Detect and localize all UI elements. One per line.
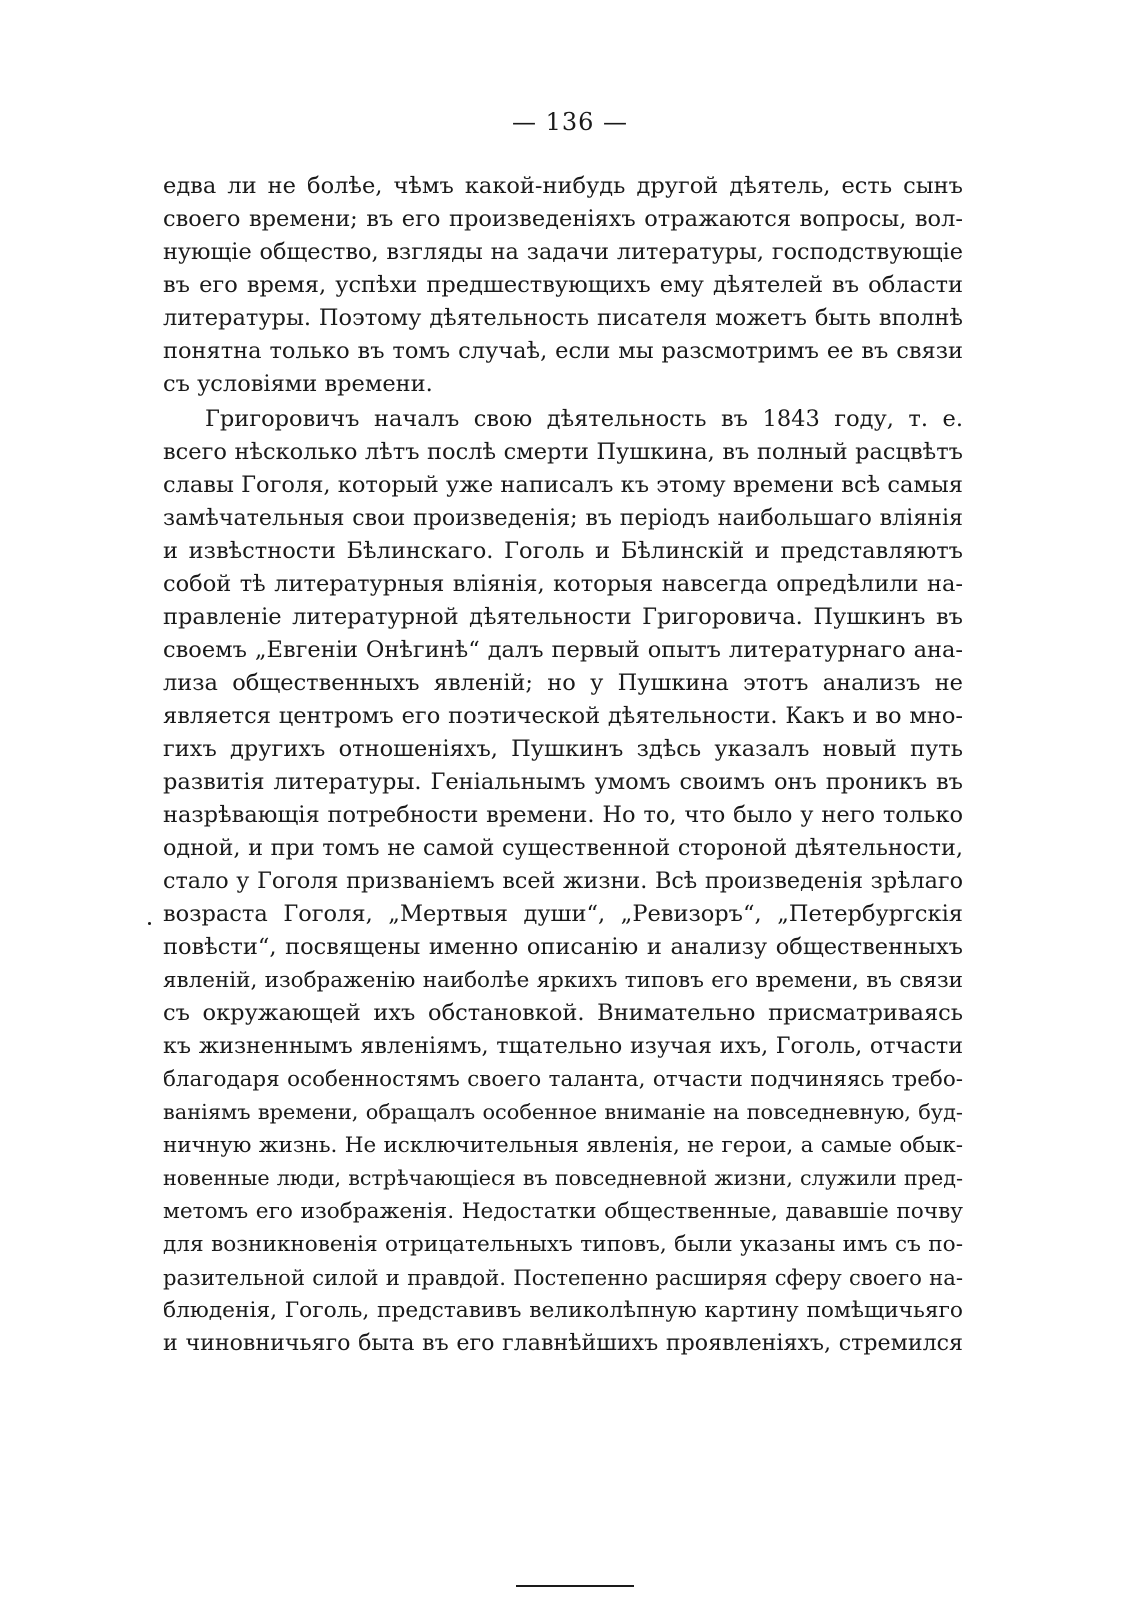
- text-line: метомъ его изображенія. Недостатки общественные, дававшіе почву: [163, 1199, 963, 1224]
- text-line: лиза общественныхъ явленій; но у Пушкина этотъ анализъ не: [163, 670, 963, 696]
- text-line: собой тѣ литературныя вліянія, которыя навсегда опредѣлили на-: [163, 571, 963, 597]
- text-line: блюденія, Гоголь, представивъ великолѣпную картину помѣщичьяго: [163, 1298, 963, 1323]
- text-line: замѣчательныя свои произведенія; въ періодъ наибольшаго вліянія: [163, 505, 963, 531]
- text-line: правленіе литературной дѣятельности Григоровича. Пушкинъ въ: [163, 604, 963, 630]
- text-line: благодаря особенностямъ своего таланта, отчасти подчиняясь требо-: [163, 1067, 963, 1092]
- margin-mark: [148, 922, 151, 925]
- text-line: ничную жизнь. Не исключительныя явленія, не герои, а самые обык-: [163, 1133, 963, 1158]
- text-line: къ жизненнымъ явленіямъ, тщательно изучая ихъ, Гоголь, отчасти: [163, 1033, 963, 1059]
- text-line: нующіе общество, взгляды на задачи литературы, господствующіе: [163, 239, 963, 265]
- page-number: — 136 —: [511, 108, 629, 136]
- text-line: и извѣстности Бѣлинскаго. Гоголь и Бѣлинскій и представляютъ: [163, 538, 963, 564]
- text-line: своего времени; въ его произведеніяхъ отражаются вопросы, вол-: [163, 206, 963, 232]
- text-line: повѣсти“, посвящены именно описанію и анализу общественныхъ: [163, 934, 963, 960]
- text-line: возраста Гоголя, „Мертвыя души“, „Ревизоръ“, „Петербургскія: [163, 901, 963, 927]
- text-line: Григоровичъ началъ свою дѣятельность въ 1843 году, т. е.: [205, 406, 963, 432]
- text-line: стало у Гоголя призваніемъ всей жизни. Всѣ произведенія зрѣлаго: [163, 868, 963, 894]
- text-line: съ окружающей ихъ обстановкой. Внимательно присматриваясь: [163, 1000, 963, 1026]
- footer-rule: [516, 1585, 634, 1587]
- text-line: новенные люди, встрѣчающіеся въ повседневной жизни, служили пред-: [163, 1166, 963, 1190]
- text-line: съ условіями времени.: [163, 371, 433, 397]
- text-line: одной, и при томъ не самой существенной стороной дѣятельности,: [163, 835, 963, 861]
- text-line: назрѣвающія потребности времени. Но то, что было у него только: [163, 802, 963, 828]
- text-line: въ его время, успѣхи предшествующихъ ему дѣятелей въ области: [163, 272, 963, 298]
- text-line: разительной силой и правдой. Постепенно расширяя сферу своего на-: [163, 1265, 963, 1290]
- text-line: гихъ другихъ отношеніяхъ, Пушкинъ здѣсь указалъ новый путь: [163, 736, 963, 762]
- text-line: литературы. Поэтому дѣятельность писателя можетъ быть вполнѣ: [163, 305, 963, 331]
- text-line: является центромъ его поэтической дѣятельности. Какъ и во мно-: [163, 703, 963, 729]
- text-line: своемъ „Евгеніи Онѣгинѣ“ далъ первый опытъ литературнаго ана-: [163, 637, 963, 663]
- text-line: славы Гоголя, который уже написалъ къ этому времени всѣ самыя: [163, 472, 963, 498]
- text-line: и чиновничьяго быта въ его главнѣйшихъ проявленіяхъ, стремился: [163, 1330, 963, 1356]
- body-text: [163, 170, 963, 1360]
- text-line: развитія литературы. Геніальнымъ умомъ своимъ онъ проникъ въ: [163, 769, 963, 795]
- text-line: понятна только въ томъ случаѣ, если мы разсмотримъ ее въ связи: [163, 338, 963, 364]
- text-line: ваніямъ времени, обращалъ особенное вниманіе на повседневную, буд-: [163, 1100, 963, 1124]
- text-line: всего нѣсколько лѣтъ послѣ смерти Пушкина, въ полный расцвѣтъ: [163, 439, 963, 465]
- text-line: явленій, изображенію наиболѣе яркихъ типовъ его времени, въ связи: [163, 968, 963, 993]
- paragraph-1: [163, 170, 963, 401]
- text-line: для возникновенія отрицательныхъ типовъ, были указаны имъ съ по-: [163, 1232, 963, 1257]
- text-line: едва ли не болѣе, чѣмъ какой-нибудь другой дѣятель, есть сынъ: [163, 173, 963, 199]
- paragraph-2: [163, 403, 963, 1360]
